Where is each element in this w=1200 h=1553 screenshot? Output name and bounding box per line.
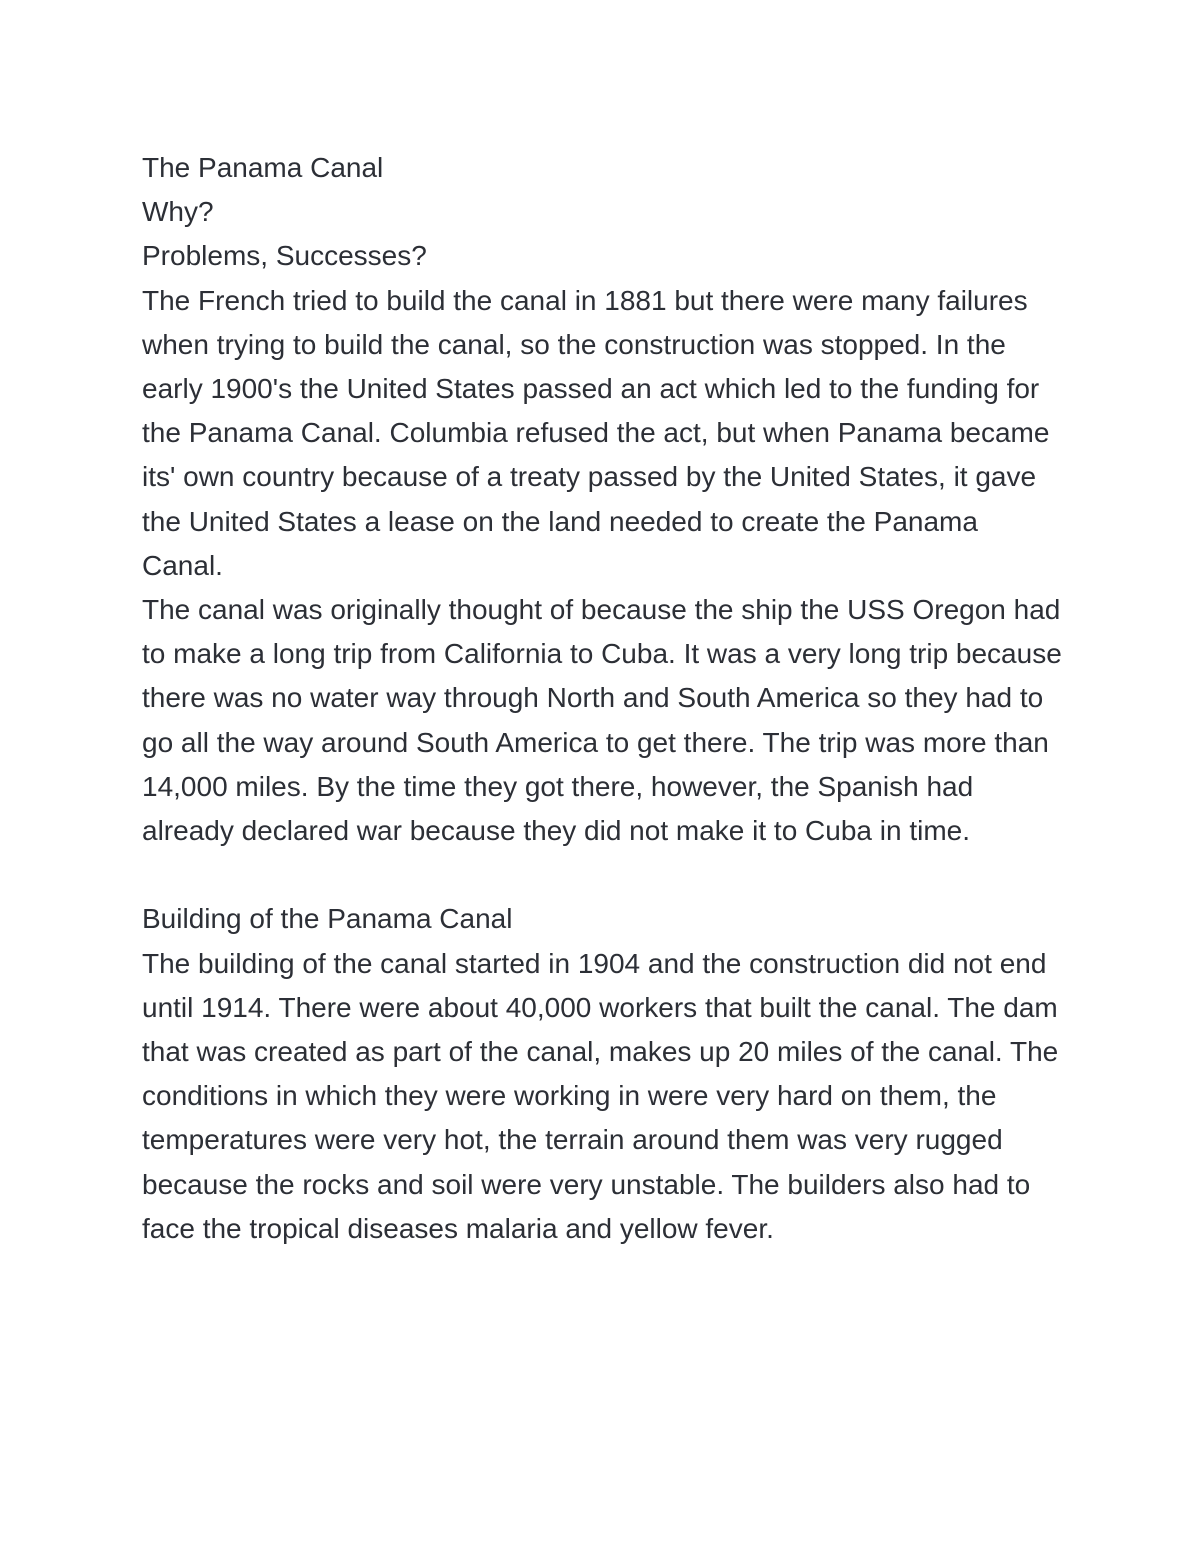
paragraph-french-attempt: The French tried to build the canal in 1881 but there were many failures when trying to build the canal, so the construction was stopped. In the early 1900's the United States passed an act which led to the funding for the Panama Canal. Columbia refused the act, but when Panama became its' own country because of a treaty passed by the United States, it gave the United States a lease on the land needed to create the Panama Canal.: [142, 284, 1050, 581]
section-heading-building: Building of the Panama Canal: [142, 903, 513, 935]
question-why: Why?: [142, 196, 214, 228]
blank-line: [142, 853, 1072, 897]
paragraph-uss-oregon: The canal was originally thought of because the ship the USS Oregon had to make a long trip from California to Cuba. It was a very long trip because there was no water way through North and South America so they had to go all the way around South America to get there. The trip was more than 14,000 miles. By the time they got there, however, the Spanish had already declared war because they did not make it to Cuba in time.: [142, 594, 1062, 847]
paragraph-construction: The building of the canal started in 1904 and the construction did not end until 1914. There were about 40,000 workers that built the canal. The dam that was created as part of the canal, makes up 20 miles of the canal. The conditions in which they were working in were very hard on them, the temperatures were very hot, the terrain around them was very rugged because the rocks and soil were very unstable. The builders also had to face the tropical diseases malaria and yellow fever.: [142, 947, 1059, 1244]
document-body: [142, 146, 1072, 1251]
question-problems-successes: Problems, Successes?: [142, 240, 427, 272]
document-title: The Panama Canal: [142, 152, 384, 183]
